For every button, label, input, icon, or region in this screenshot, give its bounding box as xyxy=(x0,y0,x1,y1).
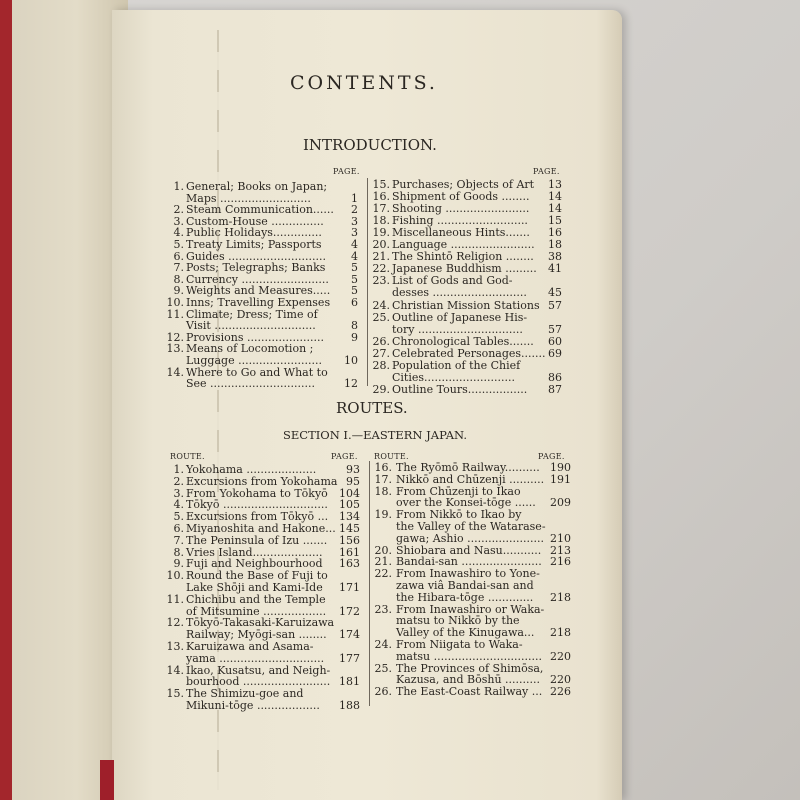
entry-number: 22. xyxy=(372,262,390,276)
entry-page-number: 134 xyxy=(339,510,360,524)
entry-number: 9. xyxy=(173,284,184,298)
entry-title: Chronological Tables....... xyxy=(392,334,534,348)
entry-page-number: 161 xyxy=(339,545,360,559)
entry-title: General; Books on Japan; xyxy=(186,180,328,193)
entry-page-number: 4 xyxy=(351,249,358,263)
intro-left-page-label: PAGE. xyxy=(333,167,360,176)
entry-title: desses ........................... xyxy=(392,286,527,300)
entry-page-number: 3 xyxy=(351,226,358,240)
intro-right-page-label: PAGE. xyxy=(533,167,560,176)
entry-page-number: 57 xyxy=(548,298,562,312)
entry-number: 12. xyxy=(166,330,184,344)
entry-page-number: 93 xyxy=(346,463,360,476)
entry-title: Outline Tours................. xyxy=(392,382,528,396)
entry-title: From Yokohama to Tōkyō xyxy=(186,486,328,500)
entry-title: See .............................. xyxy=(186,377,315,391)
entry-title: Currency ......................... xyxy=(186,272,329,286)
entry-title: Tōkyō-Takasaki-Karuizawa xyxy=(186,616,335,630)
entry-title: Visit ............................. xyxy=(186,319,316,333)
entry-title: From Niigata to Waka- xyxy=(396,638,523,651)
entry-page-number: 18 xyxy=(548,238,562,252)
entry-page-number: 177 xyxy=(339,651,360,665)
entry-page-number: 41 xyxy=(548,262,562,276)
entry-number: 13. xyxy=(166,640,184,653)
entry-number: 16. xyxy=(374,461,392,474)
entry-number: 21. xyxy=(372,250,390,264)
entry-number: 14. xyxy=(166,365,184,379)
bookmark-ribbon xyxy=(100,760,114,800)
entry-title: Climate; Dress; Time of xyxy=(186,307,318,321)
entry-page-number: 69 xyxy=(548,346,562,360)
entry-title: From Inawashiro or Waka- xyxy=(396,602,545,616)
entry-page-number: 181 xyxy=(339,675,360,689)
entry-number: 7. xyxy=(173,261,184,275)
entry-number: 8. xyxy=(173,545,184,559)
entry-page-number: 87 xyxy=(548,382,562,396)
entry-page-number: 1 xyxy=(351,191,358,205)
entry-title: Round the Base of Fuji to xyxy=(186,569,328,583)
entry-number: 5. xyxy=(173,510,184,524)
entry-title: Language ........................ xyxy=(392,238,535,252)
entry-page-number: 5 xyxy=(351,261,358,275)
entry-title: Guides ............................ xyxy=(186,249,326,263)
entry-number: 3. xyxy=(173,214,184,228)
entry-title: Treaty Limits; Passports xyxy=(186,238,322,251)
entry-title: Christian Mission Stations xyxy=(392,298,540,312)
entry-page-number: 5 xyxy=(351,272,358,286)
entry-title: The Provinces of Shimōsa, xyxy=(396,661,544,675)
entry-page-number: 14 xyxy=(548,190,562,204)
entry-number: 26. xyxy=(374,685,392,699)
entry-title: gawa; Ashio ...................... xyxy=(396,531,545,545)
entry-number: 20. xyxy=(374,543,392,557)
entry-number: 18. xyxy=(372,214,390,228)
entry-page-number: 10 xyxy=(344,354,358,367)
entry-page-number: 4 xyxy=(351,238,358,251)
entry-title: Weights and Measures..... xyxy=(186,284,331,298)
entry-title: Provisions ...................... xyxy=(186,330,324,344)
entry-page-number: 2 xyxy=(351,203,358,217)
entry-page-number: 14 xyxy=(548,202,562,216)
routes-left-page-label: PAGE. xyxy=(331,452,358,461)
entry-number: 18. xyxy=(374,484,392,498)
entry-number: 17. xyxy=(372,202,390,216)
entry-title: Luggage ........................ xyxy=(186,354,322,367)
entry-title: The East-Coast Railway ... xyxy=(396,685,543,699)
entry-number: 29. xyxy=(372,382,390,396)
entry-page-number: 171 xyxy=(339,581,360,594)
entry-page-number: 45 xyxy=(548,286,562,300)
routes-right-route-label: ROUTE. xyxy=(374,452,409,461)
entry-title: Vries Island.................... xyxy=(186,545,323,559)
entry-page-number: 6 xyxy=(351,296,358,309)
entry-title: Miscellaneous Hints....... xyxy=(392,226,530,240)
entry-title: matsu to Nikkō by the xyxy=(396,614,520,628)
entry-title: Cities.......................... xyxy=(392,370,515,384)
entry-title: Excursions from Yokohama xyxy=(186,474,338,488)
entry-title: the Hibara-tōge ............. xyxy=(396,590,534,604)
entry-page-number: 216 xyxy=(550,555,571,569)
entry-number: 7. xyxy=(173,533,184,547)
entry-page-number: 213 xyxy=(550,543,571,557)
entry-page-number: 163 xyxy=(339,557,360,571)
entry-title: over the Konsei-tōge ...... xyxy=(396,496,536,510)
entry-number: 2. xyxy=(173,203,184,217)
entry-number: 14. xyxy=(166,663,184,677)
entry-page-number: 8 xyxy=(351,319,358,333)
entry-title: Population of the Chief xyxy=(392,358,521,372)
entry-title: of Mitsumine .................. xyxy=(186,604,327,618)
entry-page-number: 60 xyxy=(548,334,562,348)
entry-page-number: 210 xyxy=(550,531,571,545)
entry-number: 23. xyxy=(374,602,392,616)
entry-page-number: 220 xyxy=(550,649,571,663)
entry-page-number: 105 xyxy=(339,498,360,512)
entry-page-number: 12 xyxy=(344,377,358,391)
entry-title: Railway; Myōgi-san ........ xyxy=(186,628,327,642)
entry-title: bourhood ......................... xyxy=(186,675,331,689)
entry-title: Posts; Telegraphs; Banks xyxy=(186,261,326,275)
entry-title: Bandai-san ....................... xyxy=(396,555,542,569)
entry-page-number: 86 xyxy=(548,370,562,384)
entry-title: Chichibu and the Temple xyxy=(186,592,326,606)
entry-title: Inns; Travelling Expenses xyxy=(186,296,331,309)
entry-number: 11. xyxy=(166,307,184,321)
entry-title: Miyanoshita and Hakone... xyxy=(186,522,336,535)
entry-number: 25. xyxy=(372,310,390,324)
entry-title: Nikkō and Chūzenji .......... xyxy=(396,472,545,486)
entry-number: 1. xyxy=(173,180,184,193)
entry-title: Yokohama .................... xyxy=(186,463,317,476)
entry-page-number: 174 xyxy=(339,628,360,642)
entry-number: 9. xyxy=(173,557,184,571)
entry-title: zawa viâ Bandai-san and xyxy=(396,579,534,592)
entry-title: Valley of the Kinugawa... xyxy=(396,626,535,640)
entry-title: Fuji and Neighbourhood xyxy=(186,557,323,571)
entry-number: 25. xyxy=(374,661,392,675)
entry-page-number: 218 xyxy=(550,626,571,640)
entry-number: 5. xyxy=(173,238,184,251)
entry-page-number: 226 xyxy=(550,685,571,699)
entry-number: 6. xyxy=(173,522,184,535)
entry-title: Tōkyō .............................. xyxy=(186,498,328,512)
entry-number: 10. xyxy=(166,569,184,583)
entry-number: 6. xyxy=(173,249,184,263)
entry-page-number: 188 xyxy=(339,699,360,712)
entry-number: 4. xyxy=(173,498,184,512)
facing-page xyxy=(0,0,128,800)
entry-title: Fishing .......................... xyxy=(392,214,528,228)
entry-number: 20. xyxy=(372,238,390,252)
entry-title: Maps .......................... xyxy=(186,191,311,205)
entry-title: Public Holidays.............. xyxy=(186,226,322,240)
entry-page-number: 95 xyxy=(346,474,360,488)
entry-page-number: 3 xyxy=(351,214,358,228)
entry-page-number: 220 xyxy=(550,673,571,687)
facing-page-bleed-text xyxy=(12,150,122,174)
entry-number: 27. xyxy=(372,346,390,360)
entry-number: 8. xyxy=(173,272,184,286)
page-title: CONTENTS. xyxy=(290,72,438,94)
entry-title: yama .............................. xyxy=(186,651,325,665)
entry-page-number: 38 xyxy=(548,250,562,264)
entry-number: 10. xyxy=(166,296,184,309)
entry-page-number: 15 xyxy=(548,214,562,228)
routes-heading: ROUTES. xyxy=(336,399,408,417)
introduction-heading: INTRODUCTION. xyxy=(303,136,437,154)
entry-title: Custom-House ............... xyxy=(186,214,324,228)
routes-right-page-label: PAGE. xyxy=(538,452,565,461)
entry-number: 12. xyxy=(166,616,184,630)
entry-title: The Peninsula of Izu ....... xyxy=(186,533,328,547)
entry-title: Purchases; Objects of Art xyxy=(392,178,535,191)
entry-title: Outline of Japanese His- xyxy=(392,310,528,324)
entry-title: the Valley of the Watarase- xyxy=(396,520,546,533)
entry-number: 21. xyxy=(374,555,392,569)
entry-title: Japanese Buddhism ......... xyxy=(392,262,537,276)
entry-number: 1. xyxy=(173,463,184,476)
entry-number: 13. xyxy=(166,342,184,356)
entry-title: Shipment of Goods ........ xyxy=(392,190,530,204)
entry-page-number: 209 xyxy=(550,496,571,510)
entry-number: 28. xyxy=(372,358,390,372)
entry-page-number: 13 xyxy=(548,178,562,191)
entry-title: Shooting ........................ xyxy=(392,202,530,216)
entry-number: 11. xyxy=(166,592,184,606)
entry-number: 17. xyxy=(374,472,392,486)
entry-title: From Inawashiro to Yone- xyxy=(396,567,540,581)
entry-page-number: 191 xyxy=(550,472,571,486)
entry-number: 26. xyxy=(372,334,390,348)
entry-title: Means of Locomotion ; xyxy=(186,342,314,356)
entry-page-number: 5 xyxy=(351,284,358,298)
entry-page-number: 156 xyxy=(339,533,360,547)
entry-number: 16. xyxy=(372,190,390,204)
entry-title: Mikuni-tōge .................. xyxy=(186,699,320,712)
entry-page-number: 190 xyxy=(550,461,571,474)
entry-title: Celebrated Personages....... xyxy=(392,346,546,360)
entry-title: Kazusa, and Bōshū .......... xyxy=(396,673,541,687)
routes-left-route-label: ROUTE. xyxy=(170,452,205,461)
entry-number: 4. xyxy=(173,226,184,240)
entry-number: 19. xyxy=(374,508,392,522)
entry-title: Lake Shōji and Kami-Ide xyxy=(186,581,323,594)
entry-number: 15. xyxy=(372,178,390,191)
entry-number: 22. xyxy=(374,567,392,581)
entry-number: 24. xyxy=(372,298,390,312)
entry-title: Ikao, Kusatsu, and Neigh- xyxy=(186,663,331,677)
entry-title: Excursions from Tōkyō ... xyxy=(186,510,329,524)
entry-page-number: 16 xyxy=(548,226,562,240)
entry-title: From Nikkō to Ikao by xyxy=(396,508,522,522)
entry-number: 24. xyxy=(374,638,392,651)
section-heading: SECTION I.—EASTERN JAPAN. xyxy=(283,428,468,442)
entry-number: 15. xyxy=(166,687,184,701)
entry-title: Steam Communication...... xyxy=(186,203,334,217)
entry-title: The Shintō Religion ........ xyxy=(392,250,534,264)
entry-number: 19. xyxy=(372,226,390,240)
entry-title: Shiobara and Nasu........... xyxy=(396,543,542,557)
entry-page-number: 218 xyxy=(550,590,571,604)
entry-title: Where to Go and What to xyxy=(186,365,328,379)
entry-number: 2. xyxy=(173,474,184,488)
entry-title: tory .............................. xyxy=(392,322,523,336)
entry-title: matsu ............................... xyxy=(396,649,543,663)
entry-page-number: 9 xyxy=(351,330,358,344)
entry-title: Karuizawa and Asama- xyxy=(186,640,314,653)
entry-page-number: 104 xyxy=(339,486,360,500)
entry-title: The Shimizu-goe and xyxy=(186,687,304,701)
entry-number: 23. xyxy=(372,274,390,288)
entry-page-number: 57 xyxy=(548,322,562,336)
entry-title: The Ryōmō Railway.......... xyxy=(396,461,540,474)
entry-number: 3. xyxy=(173,486,184,500)
entry-page-number: 172 xyxy=(339,604,360,618)
entry-title: From Chūzenji to Ikao xyxy=(396,484,521,498)
book-cover-edge xyxy=(0,0,12,800)
entry-title: List of Gods and God- xyxy=(392,274,513,288)
entry-page-number: 145 xyxy=(339,522,360,535)
